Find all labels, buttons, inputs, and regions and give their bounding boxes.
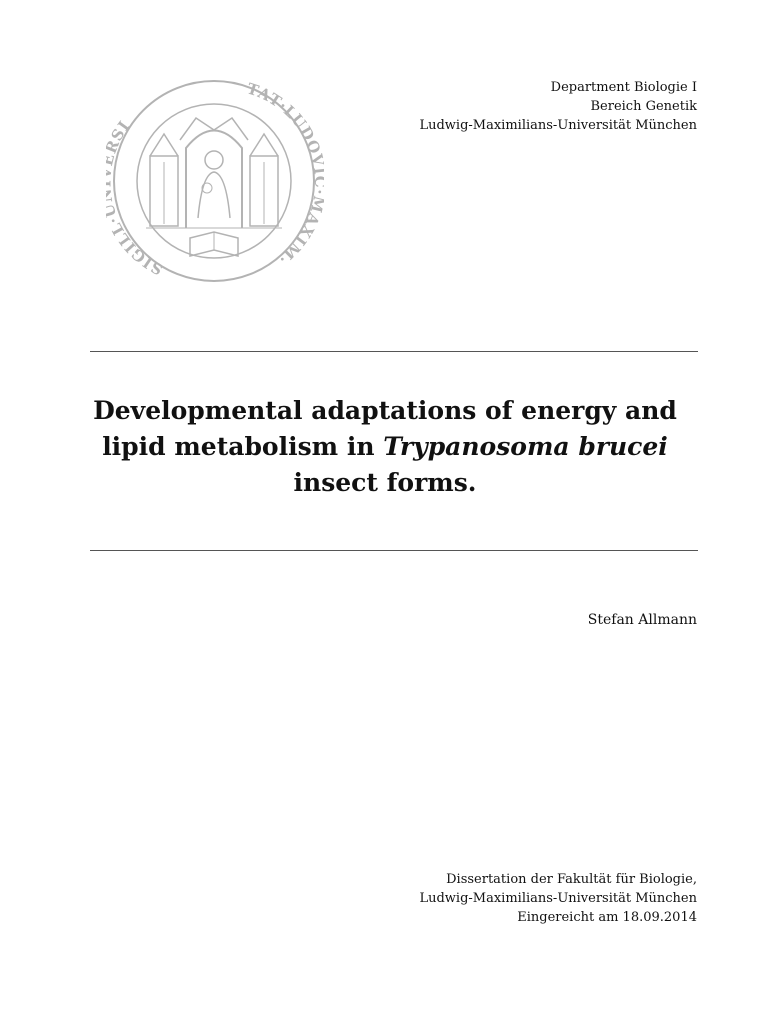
seal-ring-text-left: SIGILL SI (106, 117, 166, 279)
species-name: Trypanosoma brucei (383, 432, 668, 461)
dissertation-line: Eingereicht am 18.09.2014 (517, 910, 697, 925)
dissertation-line: Dissertation der Fakultät für Biologie, (446, 872, 697, 887)
bottom-divider (90, 550, 698, 551)
title-text: lipid metabolism in (102, 432, 384, 461)
department-line: Department Biologie I (550, 80, 697, 95)
top-divider (90, 351, 698, 352)
university-seal (106, 78, 324, 284)
title-line (60, 429, 710, 465)
dissertation-block (419, 870, 697, 927)
author-name: Stefan Allmann (587, 612, 697, 628)
svg-text:SIGILL·UNIVERSI (106, 117, 166, 278)
department-block (419, 78, 697, 135)
thesis-title (60, 393, 710, 501)
seal-ring-text-right: TAT·LUDO AXIM· (244, 79, 324, 269)
department-line: Ludwig-Maximilians-Universität München (419, 118, 697, 133)
title-line: Developmental adaptations of energy and (93, 396, 677, 425)
title-line: insect forms. (293, 468, 477, 497)
svg-text:TAT·LUDOVIC·MAXIM· (245, 79, 324, 268)
department-line: Bereich Genetik (590, 99, 697, 114)
dissertation-line: Ludwig-Maximilians-Universität München (419, 891, 697, 906)
